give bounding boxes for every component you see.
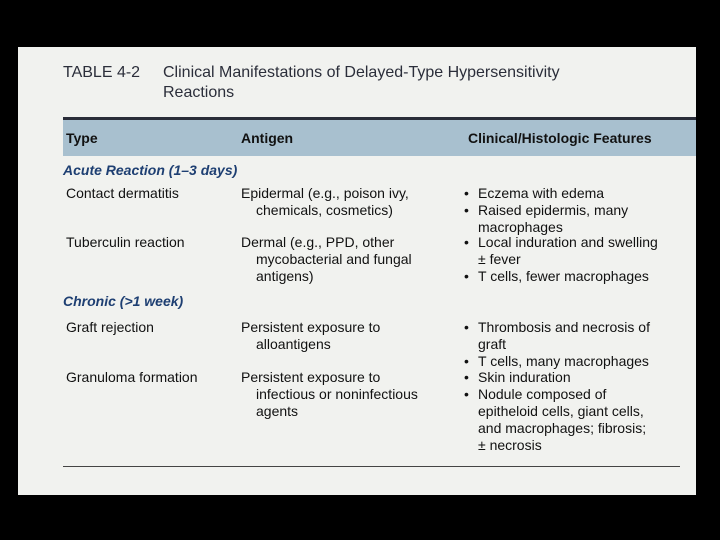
bullet-icon: • bbox=[464, 369, 469, 385]
feature-item bbox=[463, 268, 658, 285]
row-features bbox=[463, 185, 628, 236]
bullet-icon: • bbox=[464, 386, 469, 402]
feature-item bbox=[463, 369, 646, 386]
antigen-line: mycobacterial and fungal bbox=[256, 251, 412, 267]
header-antigen: Antigen bbox=[241, 130, 294, 146]
table-title-line: Clinical Manifestations of Delayed-Type Hypersensitivity bbox=[163, 64, 560, 81]
feature-line: Eczema with edema bbox=[478, 185, 605, 201]
header-features: Clinical/Histologic Features bbox=[468, 130, 652, 146]
section-heading-acute: Acute Reaction (1–3 days) bbox=[63, 162, 238, 178]
feature-line: Local induration and swelling bbox=[478, 234, 658, 250]
feature-line: Thrombosis and necrosis of bbox=[478, 319, 650, 335]
feature-line: ± fever bbox=[478, 251, 521, 267]
bullet-icon: • bbox=[464, 185, 469, 201]
row-features bbox=[463, 234, 658, 285]
row-antigen bbox=[241, 319, 380, 353]
feature-line: and macrophages; fibrosis; bbox=[478, 420, 647, 436]
feature-item bbox=[463, 185, 628, 202]
bullet-icon: • bbox=[464, 202, 469, 218]
bullet-icon: • bbox=[464, 268, 469, 284]
feature-line: T cells, fewer macrophages bbox=[478, 268, 649, 284]
antigen-line: infectious or noninfectious bbox=[256, 386, 418, 402]
row-antigen bbox=[241, 369, 418, 420]
antigen-line: Persistent exposure to bbox=[241, 319, 381, 335]
feature-item bbox=[463, 386, 646, 454]
scanned-page bbox=[18, 47, 696, 495]
row-features bbox=[463, 319, 650, 370]
footer-rule bbox=[63, 466, 680, 467]
row-antigen bbox=[241, 234, 412, 285]
row-type: Graft rejection bbox=[66, 319, 154, 335]
row-antigen bbox=[241, 185, 409, 219]
feature-line: ± necrosis bbox=[478, 437, 542, 453]
feature-line: Skin induration bbox=[478, 369, 571, 385]
bullet-icon: • bbox=[464, 319, 469, 335]
feature-line: graft bbox=[478, 336, 507, 352]
antigen-line: antigens) bbox=[256, 268, 314, 284]
feature-item bbox=[463, 353, 650, 370]
feature-line: macrophages bbox=[478, 219, 563, 235]
bullet-icon: • bbox=[464, 353, 469, 369]
antigen-line: agents bbox=[256, 403, 299, 419]
antigen-line: Epidermal (e.g., poison ivy, bbox=[241, 185, 409, 201]
feature-item bbox=[463, 234, 658, 268]
table-title bbox=[163, 63, 623, 103]
feature-line: epitheloid cells, giant cells, bbox=[478, 403, 644, 419]
antigen-line: chemicals, cosmetics) bbox=[256, 202, 393, 218]
bullet-icon: • bbox=[464, 234, 469, 250]
feature-item bbox=[463, 202, 628, 236]
table-number: TABLE 4-2 bbox=[63, 64, 141, 81]
antigen-line: Dermal (e.g., PPD, other bbox=[241, 234, 395, 250]
row-type: Contact dermatitis bbox=[66, 185, 179, 201]
section-heading-chronic: Chronic (>1 week) bbox=[63, 293, 184, 309]
header-type: Type bbox=[66, 130, 98, 146]
feature-line: Raised epidermis, many bbox=[478, 202, 629, 218]
antigen-line: alloantigens bbox=[256, 336, 331, 352]
table-title-line: Reactions bbox=[163, 84, 235, 101]
feature-line: Nodule composed of bbox=[478, 386, 607, 402]
row-features bbox=[463, 369, 646, 454]
antigen-line: Persistent exposure to bbox=[241, 369, 381, 385]
row-type: Tuberculin reaction bbox=[66, 234, 185, 250]
feature-item bbox=[463, 319, 650, 353]
feature-line: T cells, many macrophages bbox=[478, 353, 649, 369]
row-type: Granuloma formation bbox=[66, 369, 198, 385]
